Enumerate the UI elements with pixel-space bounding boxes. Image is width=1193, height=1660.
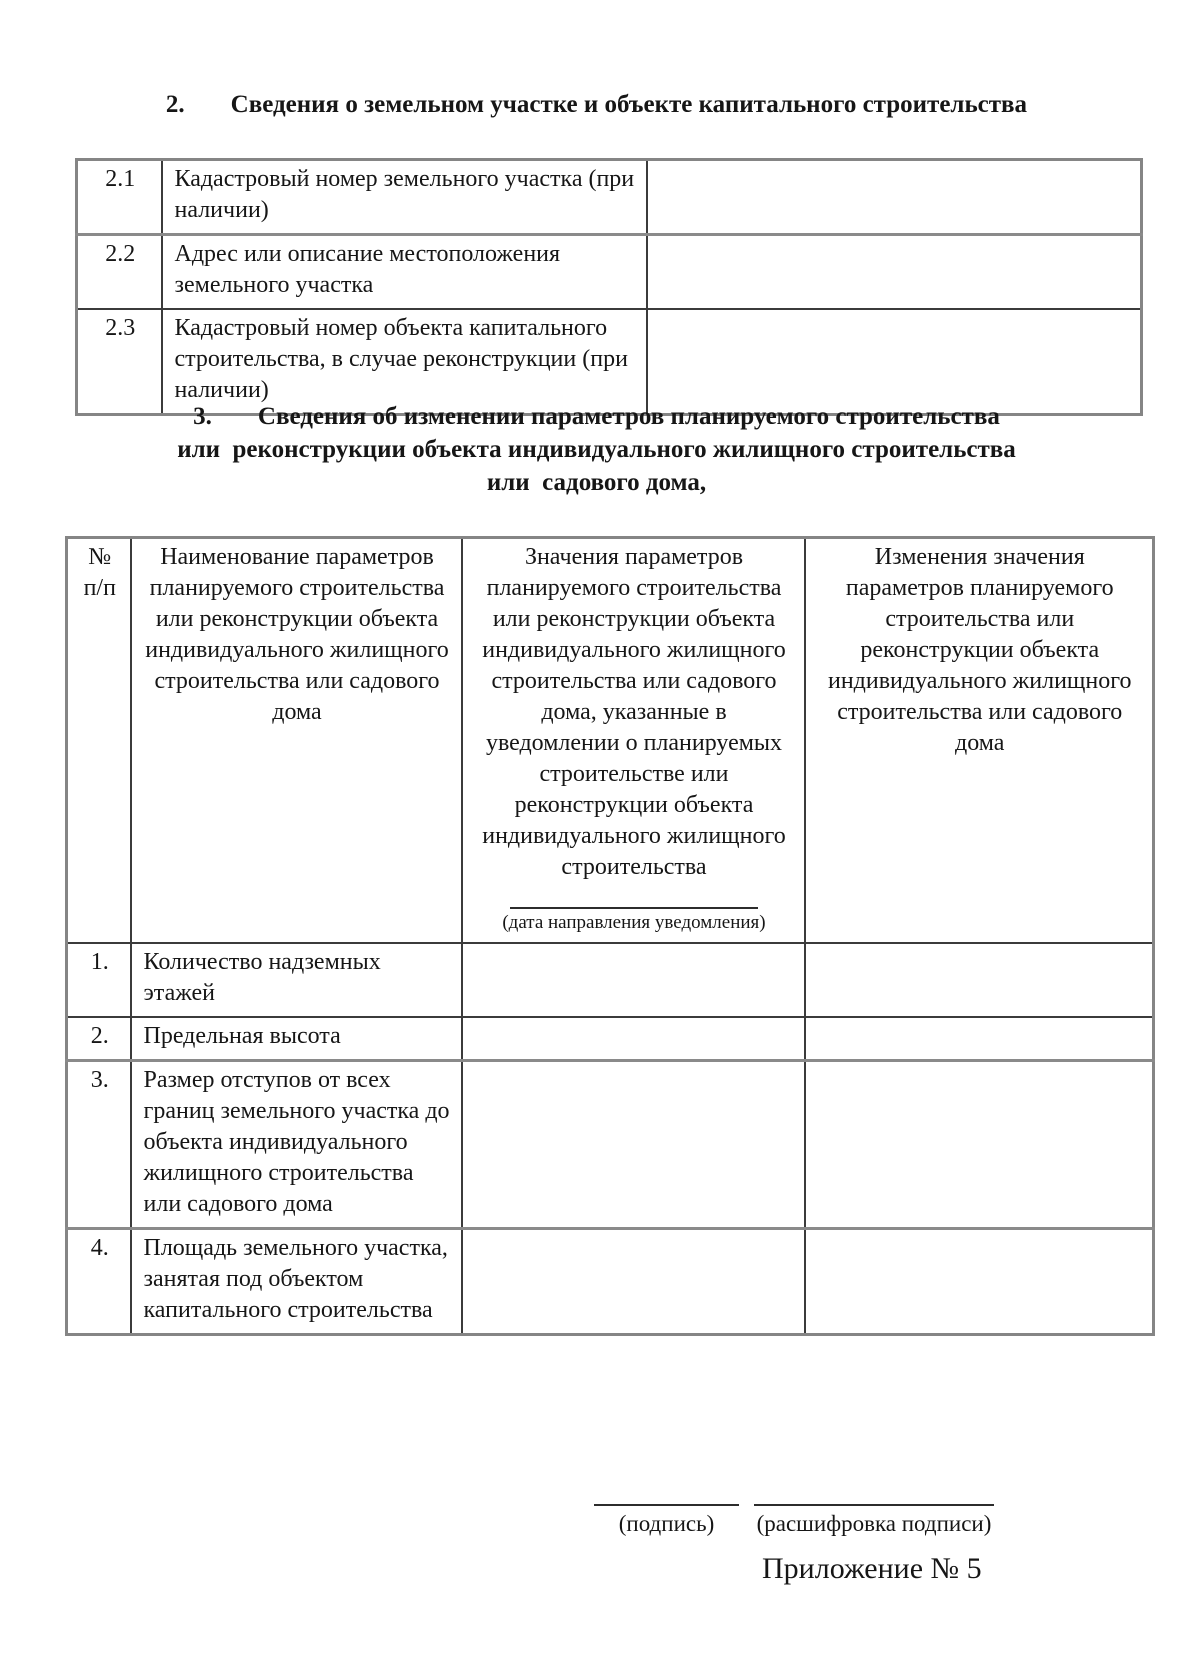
row-value-cell — [462, 1061, 805, 1229]
row-value-cell — [462, 943, 805, 1017]
row-number: 3. — [67, 1061, 131, 1229]
signature-transcript-field — [754, 1504, 994, 1539]
row-number: 4. — [67, 1229, 131, 1335]
row-label: Количество надземных этажей — [131, 943, 462, 1017]
row-change-cell — [805, 1017, 1154, 1061]
signature-transcript-label: (расшифровка подписи) — [756, 1511, 992, 1536]
row-label: Адрес или описание местоположения земельного участка — [162, 235, 647, 310]
row-number: 1. — [67, 943, 131, 1017]
section-3-line-1: 3. Сведения об изменении параметров планируемого строительства — [193, 403, 1000, 430]
row-label: Кадастровый номер объекта капитального строительства, в случае реконструкции (при наличии) — [162, 309, 647, 415]
section-3-number: 3. — [193, 403, 212, 430]
header-changes: Изменения значения параметров планируемого строительства или реконструкции объекта индивидуального жилищного строительства или садового дома — [805, 538, 1154, 944]
table-row — [77, 160, 1142, 235]
table-row — [67, 943, 1154, 1017]
table-row — [67, 1061, 1154, 1229]
signature-block — [594, 1504, 994, 1539]
row-change-cell — [805, 943, 1154, 1017]
row-label: Кадастровый номер земельного участка (при наличии) — [162, 160, 647, 235]
row-number: 2.3 — [77, 309, 162, 415]
row-number: 2. — [67, 1017, 131, 1061]
row-number: 2.1 — [77, 160, 162, 235]
row-value-cell — [647, 160, 1142, 235]
parameters-table — [65, 536, 1155, 1336]
signature-field — [594, 1504, 739, 1539]
row-label: Предельная высота — [131, 1017, 462, 1061]
section-2-number: 2. — [165, 91, 185, 118]
table-row — [67, 1017, 1154, 1061]
date-note: (дата направления уведомления) — [502, 912, 766, 933]
row-change-cell — [805, 1229, 1154, 1335]
row-value-cell — [647, 235, 1142, 310]
header-name: Наименование параметров планируемого строительства или реконструкции объекта индивидуального жилищного строительства или садового дома — [131, 538, 462, 944]
row-label: Площадь земельного участка, занятая под объектом капитального строительства — [131, 1229, 462, 1335]
table-row — [67, 1229, 1154, 1335]
section-3-line-2: или реконструкции объекта индивидуального жилищного строительства — [177, 436, 1016, 463]
header-num: № п/п — [67, 538, 131, 944]
row-value-cell — [462, 1017, 805, 1061]
table-row — [77, 235, 1142, 310]
signature-label: (подпись) — [618, 1511, 715, 1536]
row-value-cell — [647, 309, 1142, 415]
header-values: Значения параметров планируемого строительства или реконструкции объекта индивидуального жилищного строительства или садового дома, указанные в уведомлении о планируемых строительстве или реконструкции объекта индивидуального жилищного строительства (дата направления уведомления) — [462, 538, 805, 944]
appendix-label: Приложение № 5 — [762, 1552, 982, 1585]
section-2-title: Сведения о земельном участке и объекте капитального строительства — [230, 91, 1028, 118]
section-3-heading — [0, 400, 1193, 499]
row-change-cell — [805, 1061, 1154, 1229]
section-2-heading — [0, 88, 1193, 121]
date-underline — [510, 907, 758, 909]
header-row — [67, 538, 1154, 944]
row-number: 2.2 — [77, 235, 162, 310]
row-value-cell — [462, 1229, 805, 1335]
table-row — [77, 309, 1142, 415]
land-info-table — [75, 158, 1143, 416]
section-3-line-3: или садового дома, — [486, 469, 707, 496]
row-label: Размер отступов от всех границ земельного участка до объекта индивидуального жилищного строительства или садового дома — [131, 1061, 462, 1229]
